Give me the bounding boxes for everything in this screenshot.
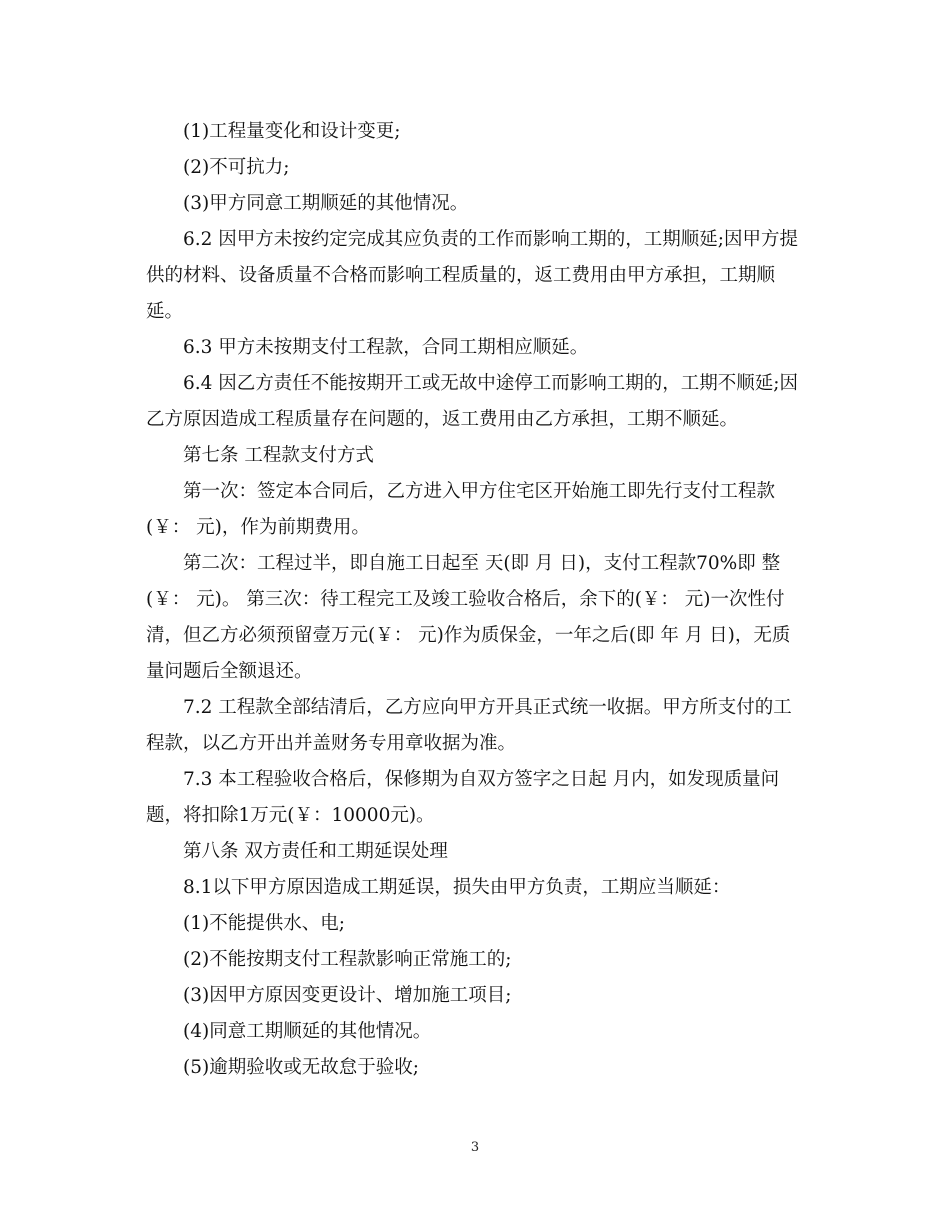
section-heading: 第七条 工程款支付方式	[183, 445, 374, 466]
list-item: (2)不能按期支付工程款影响正常施工的;	[183, 949, 512, 970]
list-item: (5)逾期验收或无故怠于验收;	[183, 1057, 419, 1078]
paragraph: 6.2 因甲方未按约定完成其应负责的工作而影响工期的，工期顺延;因甲方提供的材料、设备质量不合格而影响工程质量的，返工费用由甲方承担，工期顺延。	[146, 229, 799, 322]
document-body	[146, 114, 806, 1086]
paragraph: (1)工程量变化和设计变更;	[183, 121, 401, 142]
paragraph: 第一次：签定本合同后，乙方进入甲方住宅区开始施工即先行支付工程款(￥： 元)，作为前期费用。	[146, 481, 776, 538]
paragraph: 7.2 工程款全部结清后，乙方应向甲方开具正式统一收据。甲方所支付的工程款，以乙方开出并盖财务专用章收据为准。	[146, 697, 792, 754]
paragraph: 8.1以下甲方原因造成工期延误，损失由甲方负责，工期应当顺延：	[183, 877, 731, 898]
section-heading: 第八条 双方责任和工期延误处理	[183, 841, 448, 862]
list-item: (1)不能提供水、电;	[183, 913, 345, 934]
list-item: (3)因甲方原因变更设计、增加施工项目;	[183, 985, 512, 1006]
paragraph: 6.3 甲方未按期支付工程款，合同工期相应顺延。	[183, 337, 589, 358]
list-item: (4)同意工期顺延的其他情况。	[183, 1021, 432, 1042]
paragraph: (3)甲方同意工期顺延的其他情况。	[183, 193, 469, 214]
paragraph: 6.4 因乙方责任不能按期开工或无故中途停工而影响工期的，工期不顺延;因乙方原因造成工程质量存在问题的，返工费用由乙方承担，工期不顺延。	[146, 373, 799, 430]
page-number: 3	[470, 1140, 480, 1155]
paragraph: 7.3 本工程验收合格后，保修期为自双方签字之日起 月内，如发现质量问题，将扣除1万元(￥：10000元)。	[146, 769, 780, 826]
paragraph: 第二次：工程过半，即自施工日起至 天(即 月 日)，支付工程款70%即 整(￥： 元)。 第三次：待工程完工及竣工验收合格后，余下的(￥： 元)一次性付清，但乙方必须预留壹万元(￥： 元)作为质保金，一年之后(即 年 月 日)，无质量问题后全额退还。	[146, 553, 791, 682]
paragraph: (2)不可抗力;	[183, 157, 290, 178]
